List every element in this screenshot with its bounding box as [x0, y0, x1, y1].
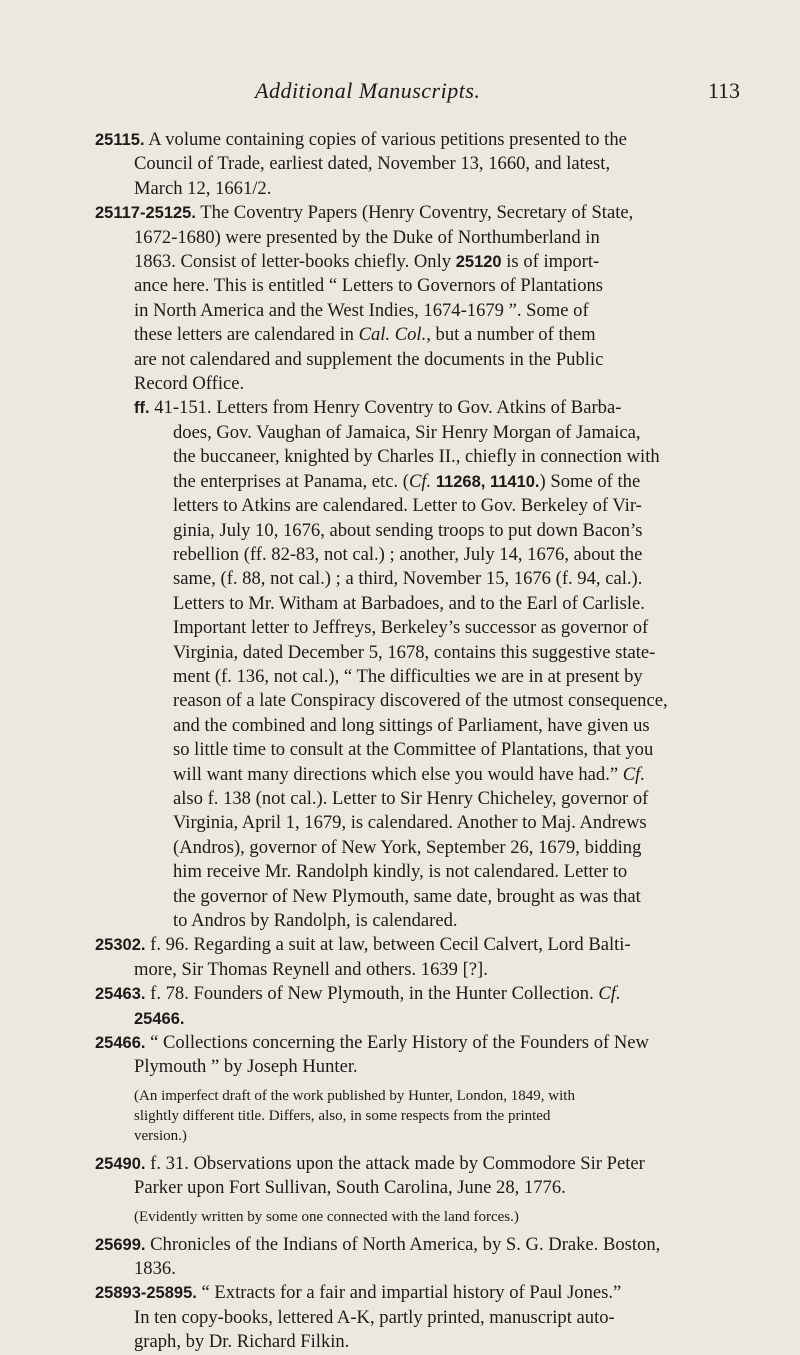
entry-line: A volume containing copies of various petitions presented to the — [148, 129, 627, 150]
entry-25117-25125 — [95, 201, 731, 396]
editorial-note — [95, 1207, 731, 1227]
entry-line: ment (f. 136, not cal.), “ The difficulties we are in at present by — [173, 665, 643, 687]
entry-line: (Andros), governor of New York, September 26, 1679, bidding — [173, 836, 642, 858]
manuscript-reference: 25466. — [134, 1009, 185, 1028]
folio-marker: ff. — [134, 399, 150, 418]
entry-line: Council of Trade, earliest dated, November 13, 1660, and latest, — [134, 153, 611, 175]
entry-25893-25895 — [95, 1281, 731, 1354]
entry-number: 25699. — [95, 1235, 146, 1254]
entry-line: ) Some of the — [539, 470, 641, 492]
italic-reference: Cf. — [598, 983, 621, 1005]
catalogue-body — [95, 128, 731, 1355]
entry-number: 25893-25895. — [95, 1284, 197, 1303]
entry-line: ginia, July 10, 1676, about sending troops to put down Bacon’s — [173, 519, 643, 541]
running-title: Additional Manuscripts. — [255, 78, 481, 103]
entry-line: Virginia, April 1, 1679, is calendared. Another to Maj. Andrews — [173, 812, 647, 834]
entry-line: Letters to Mr. Witham at Barbadoes, and to the Earl of Carlisle. — [173, 592, 645, 614]
entry-line: letters to Atkins are calendared. Letter to Gov. Berkeley of Vir- — [173, 495, 642, 517]
note-line: slightly different title. Differs, also, in some respects from the printed — [134, 1107, 551, 1124]
entry-line: The Coventry Papers (Henry Coventry, Secretary of State, — [200, 202, 634, 224]
entry-number: 25115. — [95, 131, 145, 149]
entry-line: and the combined and long sittings of Parliament, have given us — [173, 714, 650, 736]
entry-line: Record Office. — [134, 373, 245, 395]
entry-line: March 12, 1661/2. — [134, 177, 272, 199]
entry-number: 25490. — [95, 1154, 146, 1173]
page-number: 113 — [707, 78, 740, 103]
entry-line: rebellion (ff. 82-83, not cal.) ; another, July 14, 1676, about the — [173, 543, 643, 565]
manuscript-reference: 25120 — [455, 253, 502, 272]
italic-reference: Cal. Col., — [358, 324, 431, 346]
entry-line: reason of a late Conspiracy discovered of the utmost consequence, — [173, 690, 668, 712]
editorial-note — [95, 1086, 731, 1146]
entry-line: Virginia, dated December 5, 1678, contains this suggestive state- — [173, 641, 656, 663]
entry-25302 — [95, 933, 731, 982]
entry-line: same, (f. 88, not cal.) ; a third, November 15, 1676 (f. 94, cal.). — [173, 568, 643, 590]
entry-ff-41-151 — [95, 396, 731, 933]
entry-line: “ Extracts for a fair and impartial history of Paul Jones.” — [201, 1282, 622, 1304]
page-header — [120, 78, 740, 106]
entry-25490 — [95, 1152, 731, 1227]
entry-25699 — [95, 1233, 731, 1282]
entry-line: f. 31. Observations upon the attack made by Commodore Sir Peter — [150, 1152, 645, 1174]
entry-number: 25466. — [95, 1034, 146, 1053]
entry-line: In ten copy-books, lettered A-K, partly printed, manuscript auto- — [134, 1306, 615, 1328]
entry-line: so little time to consult at the Committee of Plantations, that you — [173, 739, 654, 761]
entry-line: but a number of them — [435, 324, 596, 346]
note-line: (An imperfect draft of the work published by Hunter, London, 1849, with — [134, 1087, 575, 1104]
note-line: version.) — [134, 1127, 187, 1144]
entry-line: 1863. Consist of letter-books chiefly. Only — [134, 251, 452, 273]
entry-line: Parker upon Fort Sullivan, South Carolina, June 28, 1776. — [134, 1177, 566, 1199]
entry-line: is of import- — [506, 251, 600, 273]
manuscript-reference: 11268, 11410. — [435, 472, 540, 491]
entry-line: the enterprises at Panama, etc. ( — [173, 470, 409, 492]
italic-reference: Cf. — [408, 470, 432, 492]
entry-line: 41-151. Letters from Henry Coventry to Gov. Atkins of Barba- — [154, 397, 622, 419]
note-line: (Evidently written by some one connected with the land forces.) — [134, 1208, 519, 1225]
entry-line: will want many directions which else you would have had.” — [173, 763, 619, 785]
entry-line: f. 96. Regarding a suit at law, between Cecil Calvert, Lord Balti- — [150, 934, 631, 956]
entry-line: 1836. — [134, 1258, 176, 1280]
entry-line: these letters are calendared in — [134, 324, 354, 346]
entry-line: does, Gov. Vaughan of Jamaica, Sir Henry Morgan of Jamaica, — [173, 421, 641, 443]
entry-number: 25117-25125. — [95, 204, 196, 223]
entry-line: to Andros by Randolph, is calendared. — [173, 910, 458, 931]
entry-line: Important letter to Jeffreys, Berkeley’s successor as governor of — [173, 617, 649, 639]
entry-25463 — [95, 982, 731, 1031]
entry-25115 — [95, 128, 731, 201]
entry-line: graph, by Dr. Richard Filkin. — [134, 1331, 350, 1353]
entry-line: ance here. This is entitled “ Letters to Governors of Plantations — [134, 275, 604, 297]
entry-line: the governor of New Plymouth, same date, brought as was that — [173, 885, 641, 907]
italic-reference: Cf. — [622, 763, 645, 785]
entry-line: him receive Mr. Randolph kindly, is not calendared. Letter to — [173, 861, 628, 883]
entry-line: Plymouth ” by Joseph Hunter. — [134, 1056, 358, 1078]
entry-number: 25463. — [95, 985, 146, 1004]
entry-number: 25302. — [95, 936, 146, 955]
entry-line: more, Sir Thomas Reynell and others. 1639 [?]. — [134, 958, 488, 980]
entry-line: “ Collections concerning the Early History of the Founders of New — [150, 1032, 649, 1054]
entry-line: 1672-1680) were presented by the Duke of Northumberland in — [134, 226, 600, 248]
entry-25466 — [95, 1031, 731, 1146]
entry-line: f. 78. Founders of New Plymouth, in the Hunter Collection. — [150, 983, 594, 1005]
entry-line: also f. 138 (not cal.). Letter to Sir Henry Chicheley, governor of — [173, 787, 649, 809]
entry-line: are not calendared and supplement the documents in the Public — [134, 348, 604, 370]
entry-line: the buccaneer, knighted by Charles II., chiefly in connection with — [173, 446, 660, 468]
entry-line: Chronicles of the Indians of North America, by S. G. Drake. Boston, — [150, 1233, 661, 1255]
entry-line: in North America and the West Indies, 1674-1679 ”. Some of — [134, 299, 589, 321]
